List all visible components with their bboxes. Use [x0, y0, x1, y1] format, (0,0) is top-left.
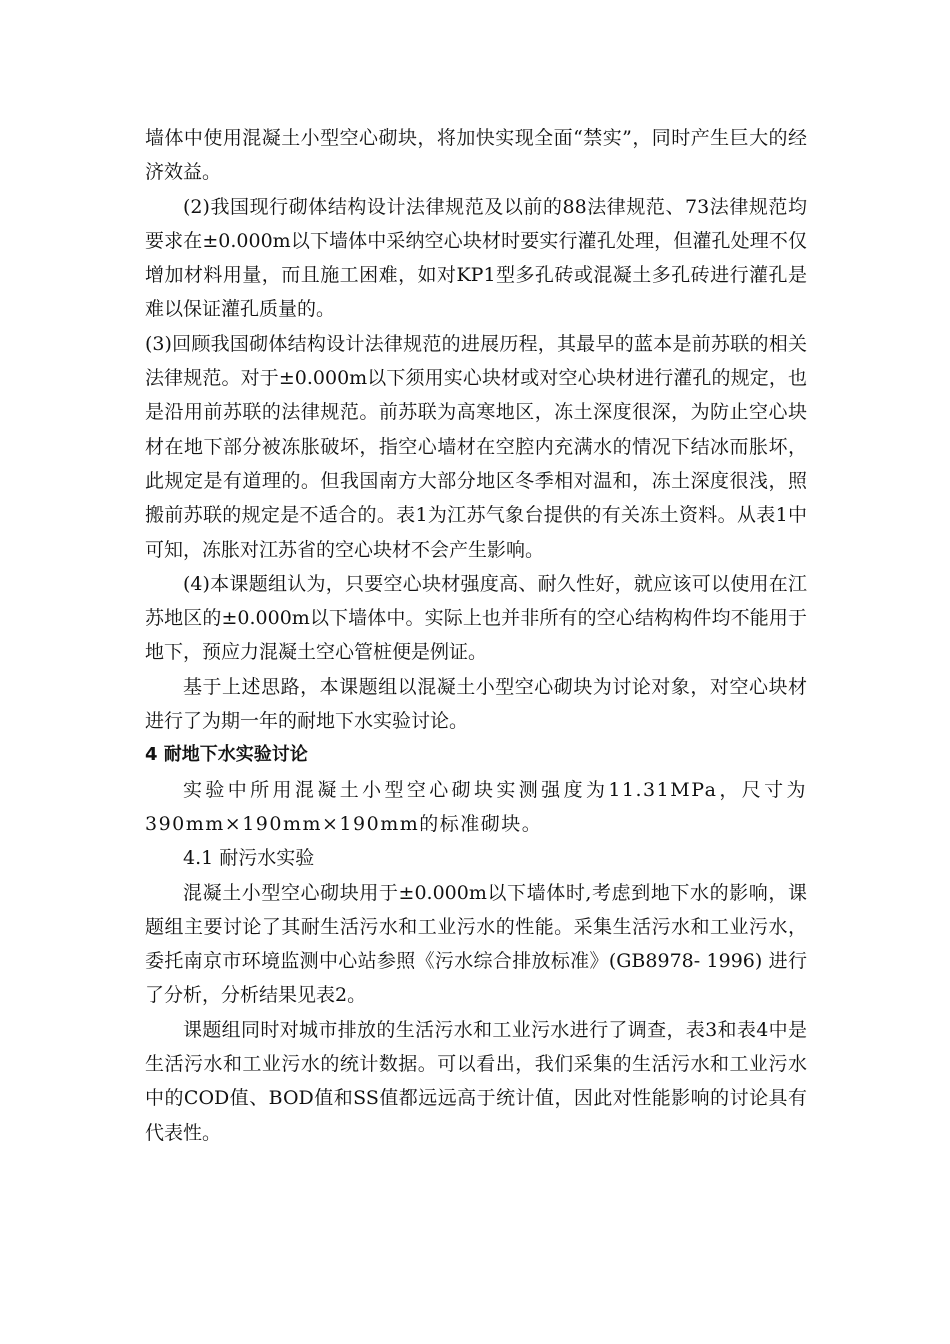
- paragraph-point-2: (2)我国现行砌体结构设计法律规范及以前的88法律规范、73法律规范均要求在±0.000m以下墙体中采纳空心块材时要实行灌孔处理，但灌孔处理不仅增加材料用量，而且施工困难，如对KP1型多孔砖或混凝土多孔砖进行灌孔是难以保证灌孔质量的。: [145, 195, 807, 321]
- paragraph-specimen: 实验中所用混凝土小型空心砌块实测强度为11.31MPa，尺寸为390mm×190mm×190mm的标准砌块。: [145, 778, 807, 835]
- paragraph-approach: 基于上述思路，本课题组以混凝土小型空心砌块为讨论对象，对空心块材进行了为期一年的耐地下水实验讨论。: [145, 675, 807, 733]
- paragraph-point-3: (3)回顾我国砌体结构设计法律规范的进展历程，其最早的蓝本是前苏联的相关法律规范。对于±0.000m以下须用实心块材或对空心块材进行灌孔的规定，也是沿用前苏联的法律规范。前苏联为高寒地区，冻土深度很深，为防止空心块材在地下部分被冻胀破坏，指空心墙材在空腔内充满水的情况下结冰而胀坏，此规定是有道理的。但我国南方大部分地区冬季相对温和，冻土深度很浅，照搬前苏联的规定是不适合的。表1为江苏气象台提供的有关冻土资料。从表1中可知，冻胀对江苏省的空心块材不会产生影响。: [145, 332, 807, 561]
- subsection-heading-4-1: 4.1 耐污水实验: [183, 847, 315, 870]
- paragraph-continuation: 墙体中使用混凝土小型空心砌块，将加快实现全面“禁实”，同时产生巨大的经济效益。: [145, 127, 807, 184]
- paragraph-point-4: (4)本课题组认为，只要空心块材强度高、耐久性好，就应该可以使用在江苏地区的±0.000m以下墙体中。实际上也并非所有的空心结构构件均不能用于地下，预应力混凝土空心管桩便是例证。: [145, 572, 807, 664]
- paragraph-sewage-test: 混凝土小型空心砌块用于±0.000m以下墙体时,考虑到地下水的影响，课题组主要讨论了其耐生活污水和工业污水的性能。采集生活污水和工业污水，委托南京市环境监测中心站参照《污水综合排放标准》(GB8978- 1996) 进行了分析，分析结果见表2。: [145, 881, 807, 1007]
- section-heading-4: 4 耐地下水实验讨论: [145, 744, 308, 766]
- document-body: [145, 121, 807, 1150]
- paragraph-survey: 课题组同时对城市排放的生活污水和工业污水进行了调查，表3和表4中是生活污水和工业污水的统计数据。可以看出，我们采集的生活污水和工业污水中的COD值、BOD值和SS值都远远高于统计值，因此对性能影响的讨论具有代表性。: [145, 1018, 807, 1144]
